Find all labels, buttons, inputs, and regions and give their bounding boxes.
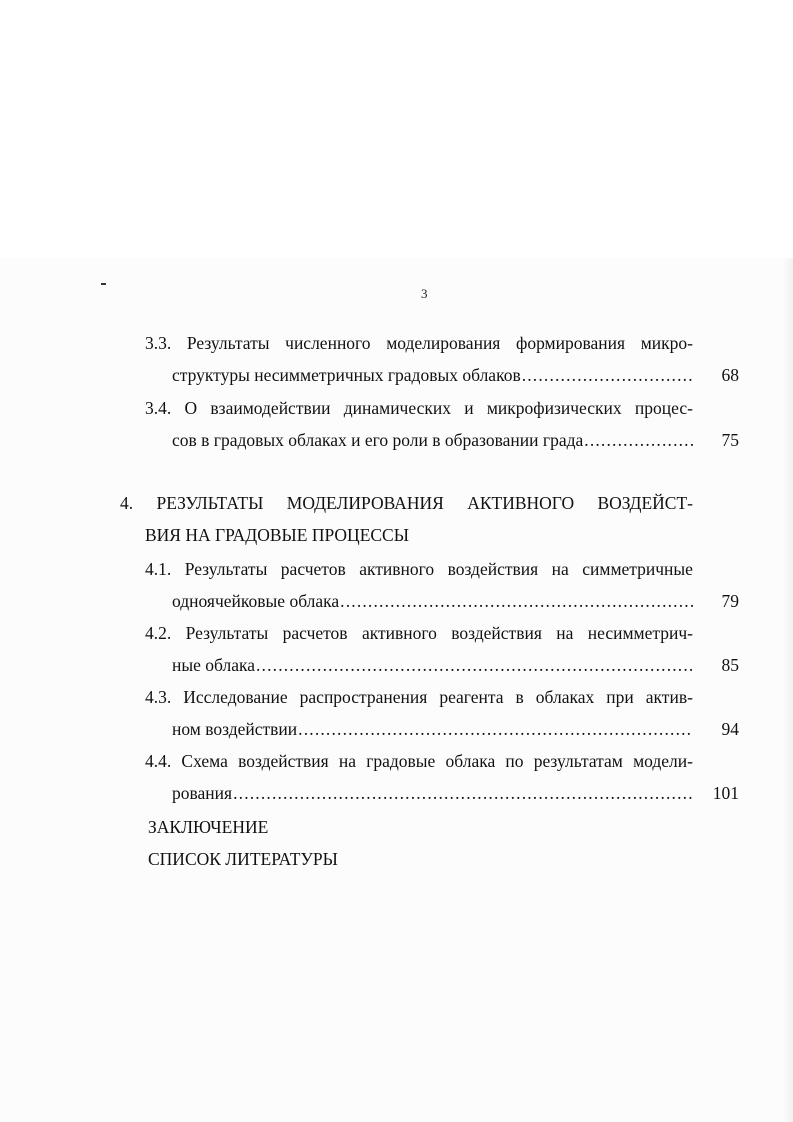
- word: и: [464, 398, 474, 418]
- word: численного: [285, 333, 371, 353]
- word: 4.4.: [145, 751, 172, 771]
- word: градовые: [366, 751, 436, 771]
- word: Результаты: [185, 623, 269, 643]
- word: формирования: [515, 333, 626, 353]
- toc-entry-4-2-line2: [172, 654, 693, 676]
- toc-entry-4-4-line1: [145, 750, 693, 772]
- word: 3.4.: [145, 398, 172, 418]
- word: активного: [361, 623, 437, 643]
- word: 4.2.: [145, 623, 172, 643]
- toc-references: СПИСОК ЛИТЕРАТУРЫ: [148, 849, 338, 869]
- word: на: [556, 623, 574, 643]
- word: актив-: [645, 687, 693, 707]
- scan-right-edge: [783, 258, 793, 1122]
- word: воздействия: [447, 559, 539, 579]
- word: АКТИВНОГО: [467, 493, 575, 513]
- word: Схема: [181, 751, 228, 771]
- word: на: [551, 559, 569, 579]
- toc-entry-4-2-line1: [145, 622, 693, 644]
- word: расчетов: [282, 623, 348, 643]
- toc-entry-4-3-line2: [172, 718, 693, 740]
- toc-entry-4-2-page: 85: [721, 655, 739, 675]
- toc-entry-4-3-page: 94: [721, 719, 739, 739]
- toc-entry-4-4-page: 101: [712, 783, 739, 803]
- word: взаимодействии: [210, 398, 331, 418]
- word: 4.: [120, 493, 134, 513]
- word: РЕЗУЛЬТАТЫ: [156, 493, 264, 513]
- toc-entry-3-4-page: 75: [721, 430, 739, 450]
- word: результатам: [533, 751, 623, 771]
- toc-chapter-4-line1: [120, 492, 693, 514]
- toc-entry-title: ном воздействии: [172, 719, 298, 739]
- toc-entry-3-4-line2: [172, 429, 693, 451]
- word: по: [505, 751, 524, 771]
- toc-entry-4-1-line2: [172, 590, 693, 612]
- word: симметричные: [582, 559, 693, 579]
- dot-leader: [233, 782, 693, 804]
- word: Результаты: [184, 559, 268, 579]
- word: распространения: [299, 687, 428, 707]
- toc-entry-4-4-line2: [172, 782, 693, 804]
- word: Исследование: [183, 687, 288, 707]
- dot-leader: [256, 654, 693, 676]
- toc-entry-title: сов в градовых облаках и его роли в образовании града: [172, 430, 584, 450]
- word: расчетов: [280, 559, 346, 579]
- word: при: [606, 687, 634, 707]
- word: моделирования: [386, 333, 501, 353]
- toc-conclusion: ЗАКЛЮЧЕНИЕ: [148, 817, 269, 837]
- word: ВОЗДЕЙСТ-: [597, 493, 693, 513]
- toc-chapter-4-line2: ВИЯ НА ГРАДОВЫЕ ПРОЦЕССЫ: [145, 525, 409, 545]
- toc-entry-4-3-line1: [145, 686, 693, 708]
- toc-entry-3-3-line1: [145, 332, 693, 354]
- word: облака: [445, 751, 496, 771]
- word: воздействия: [238, 751, 329, 771]
- toc-entry-title: ные облака: [172, 655, 255, 675]
- dot-leader: [340, 590, 693, 612]
- dot-leader: [298, 718, 693, 740]
- word: микро-: [640, 333, 693, 353]
- scan-speck: [101, 283, 106, 285]
- toc-entry-3-3-line2: [172, 364, 693, 386]
- word: несимметрич-: [587, 623, 693, 643]
- word: модели-: [633, 751, 693, 771]
- dot-leader: [584, 429, 693, 451]
- toc-entry-title: рования: [172, 783, 233, 803]
- word: динамических: [343, 398, 451, 418]
- word: реагента: [439, 687, 504, 707]
- word: 4.3.: [145, 687, 172, 707]
- toc-entry-title: одноячейковые облака: [172, 591, 340, 611]
- word: О: [184, 398, 198, 418]
- word: в: [515, 687, 524, 707]
- word: воздействия: [451, 623, 542, 643]
- word: облаках: [535, 687, 595, 707]
- toc-entry-3-3-page: 68: [721, 365, 739, 385]
- toc-entry-4-1-line1: [145, 558, 693, 580]
- dot-leader: [522, 364, 693, 386]
- toc-entry-4-1-page: 79: [721, 591, 739, 611]
- toc-entry-title: структуры несимметричных градовых облаков: [172, 365, 521, 385]
- word: МОДЕЛИРОВАНИЯ: [286, 493, 444, 513]
- scan-top-margin: [0, 0, 793, 258]
- word: Результаты: [186, 333, 270, 353]
- word: 4.1.: [145, 559, 172, 579]
- page-number: 3: [421, 286, 428, 301]
- word: микрофизических: [486, 398, 622, 418]
- toc-entry-3-4-line1: [145, 397, 693, 419]
- word: на: [338, 751, 357, 771]
- word: 3.3.: [145, 333, 172, 353]
- word: процес-: [634, 398, 693, 418]
- word: активного: [359, 559, 435, 579]
